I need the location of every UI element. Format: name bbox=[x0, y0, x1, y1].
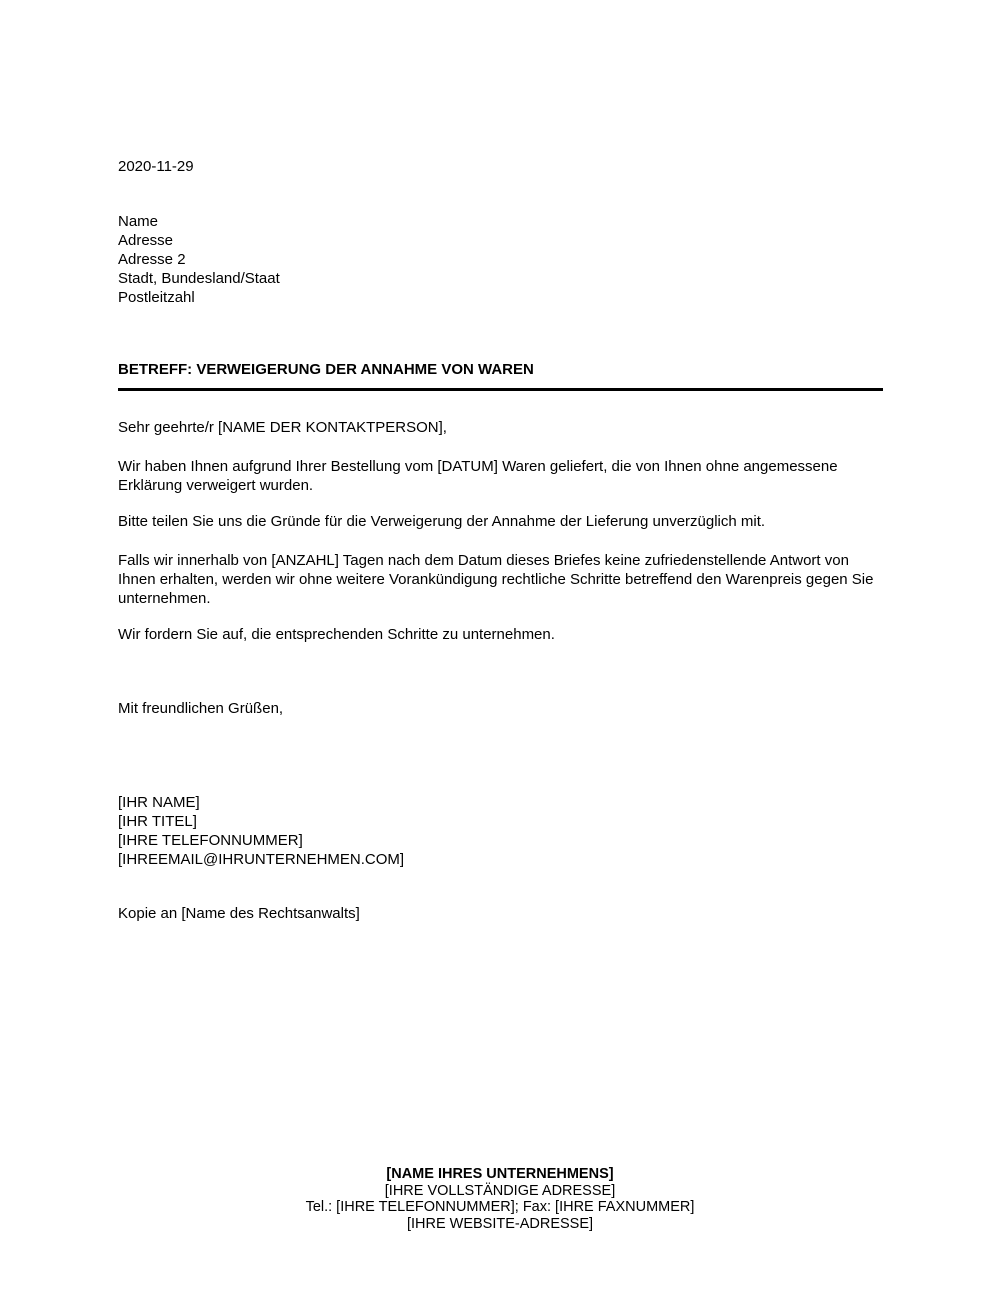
footer-website: [IHRE WEBSITE-ADRESSE] bbox=[406, 1215, 594, 1232]
salutation: Sehr geehrte/r [NAME DER KONTAKTPERSON], bbox=[118, 419, 447, 436]
letter-date: 2020-11-29 bbox=[118, 158, 194, 175]
recipient-name: Name bbox=[118, 213, 159, 230]
signature-phone: [IHRE TELEFONNUMMER] bbox=[118, 832, 303, 849]
signature-title: [IHR TITEL] bbox=[118, 813, 197, 830]
recipient-address-line-1: Adresse bbox=[118, 232, 174, 249]
recipient-city-state: Stadt, Bundesland/Staat bbox=[118, 270, 280, 287]
signature-name: [IHR NAME] bbox=[118, 794, 200, 811]
letter-footer bbox=[0, 1166, 1000, 1232]
footer-company-name: [NAME IHRES UNTERNEHMENS] bbox=[386, 1166, 614, 1182]
footer-address: [IHRE VOLLSTÄNDIGE ADRESSE] bbox=[384, 1182, 616, 1199]
recipient-address-line-2: Adresse 2 bbox=[118, 251, 186, 268]
body-paragraph-4: Wir fordern Sie auf, die entsprechenden Schritte zu unternehmen. bbox=[118, 626, 555, 643]
body-paragraph-2: Bitte teilen Sie uns die Gründe für die Verweigerung der Annahme der Lieferung unverzüglich mit. bbox=[118, 513, 766, 530]
footer-phone-fax: Tel.: [IHRE TELEFONNUMMER]; Fax: [IHRE FAXNUMMER] bbox=[305, 1199, 695, 1215]
signature-block bbox=[118, 793, 884, 869]
recipient-address bbox=[118, 212, 884, 307]
cc-line: Kopie an [Name des Rechtsanwalts] bbox=[118, 905, 360, 922]
subject-line: BETREFF: VERWEIGERUNG DER ANNAHME VON WAREN bbox=[118, 360, 883, 391]
closing: Mit freundlichen Grüßen, bbox=[118, 700, 284, 717]
signature-email: [IHREEMAIL@IHRUNTERNEHMEN.COM] bbox=[118, 851, 405, 868]
recipient-postal-code: Postleitzahl bbox=[118, 289, 195, 306]
body-paragraph-1: Wir haben Ihnen aufgrund Ihrer Bestellung vom [DATUM] Waren geliefert, die von Ihnen ohne angemessene Erklärung verweigert wurden. bbox=[118, 458, 838, 494]
body-paragraph-3: Falls wir innerhalb von [ANZAHL] Tagen nach dem Datum dieses Briefes keine zufriedenstellende Antwort von Ihnen erhalten, werden wir ohne weitere Vorankündigung rechtliche Schritte betreffend den Warenpreis gegen Sie unternehmen. bbox=[118, 552, 874, 607]
